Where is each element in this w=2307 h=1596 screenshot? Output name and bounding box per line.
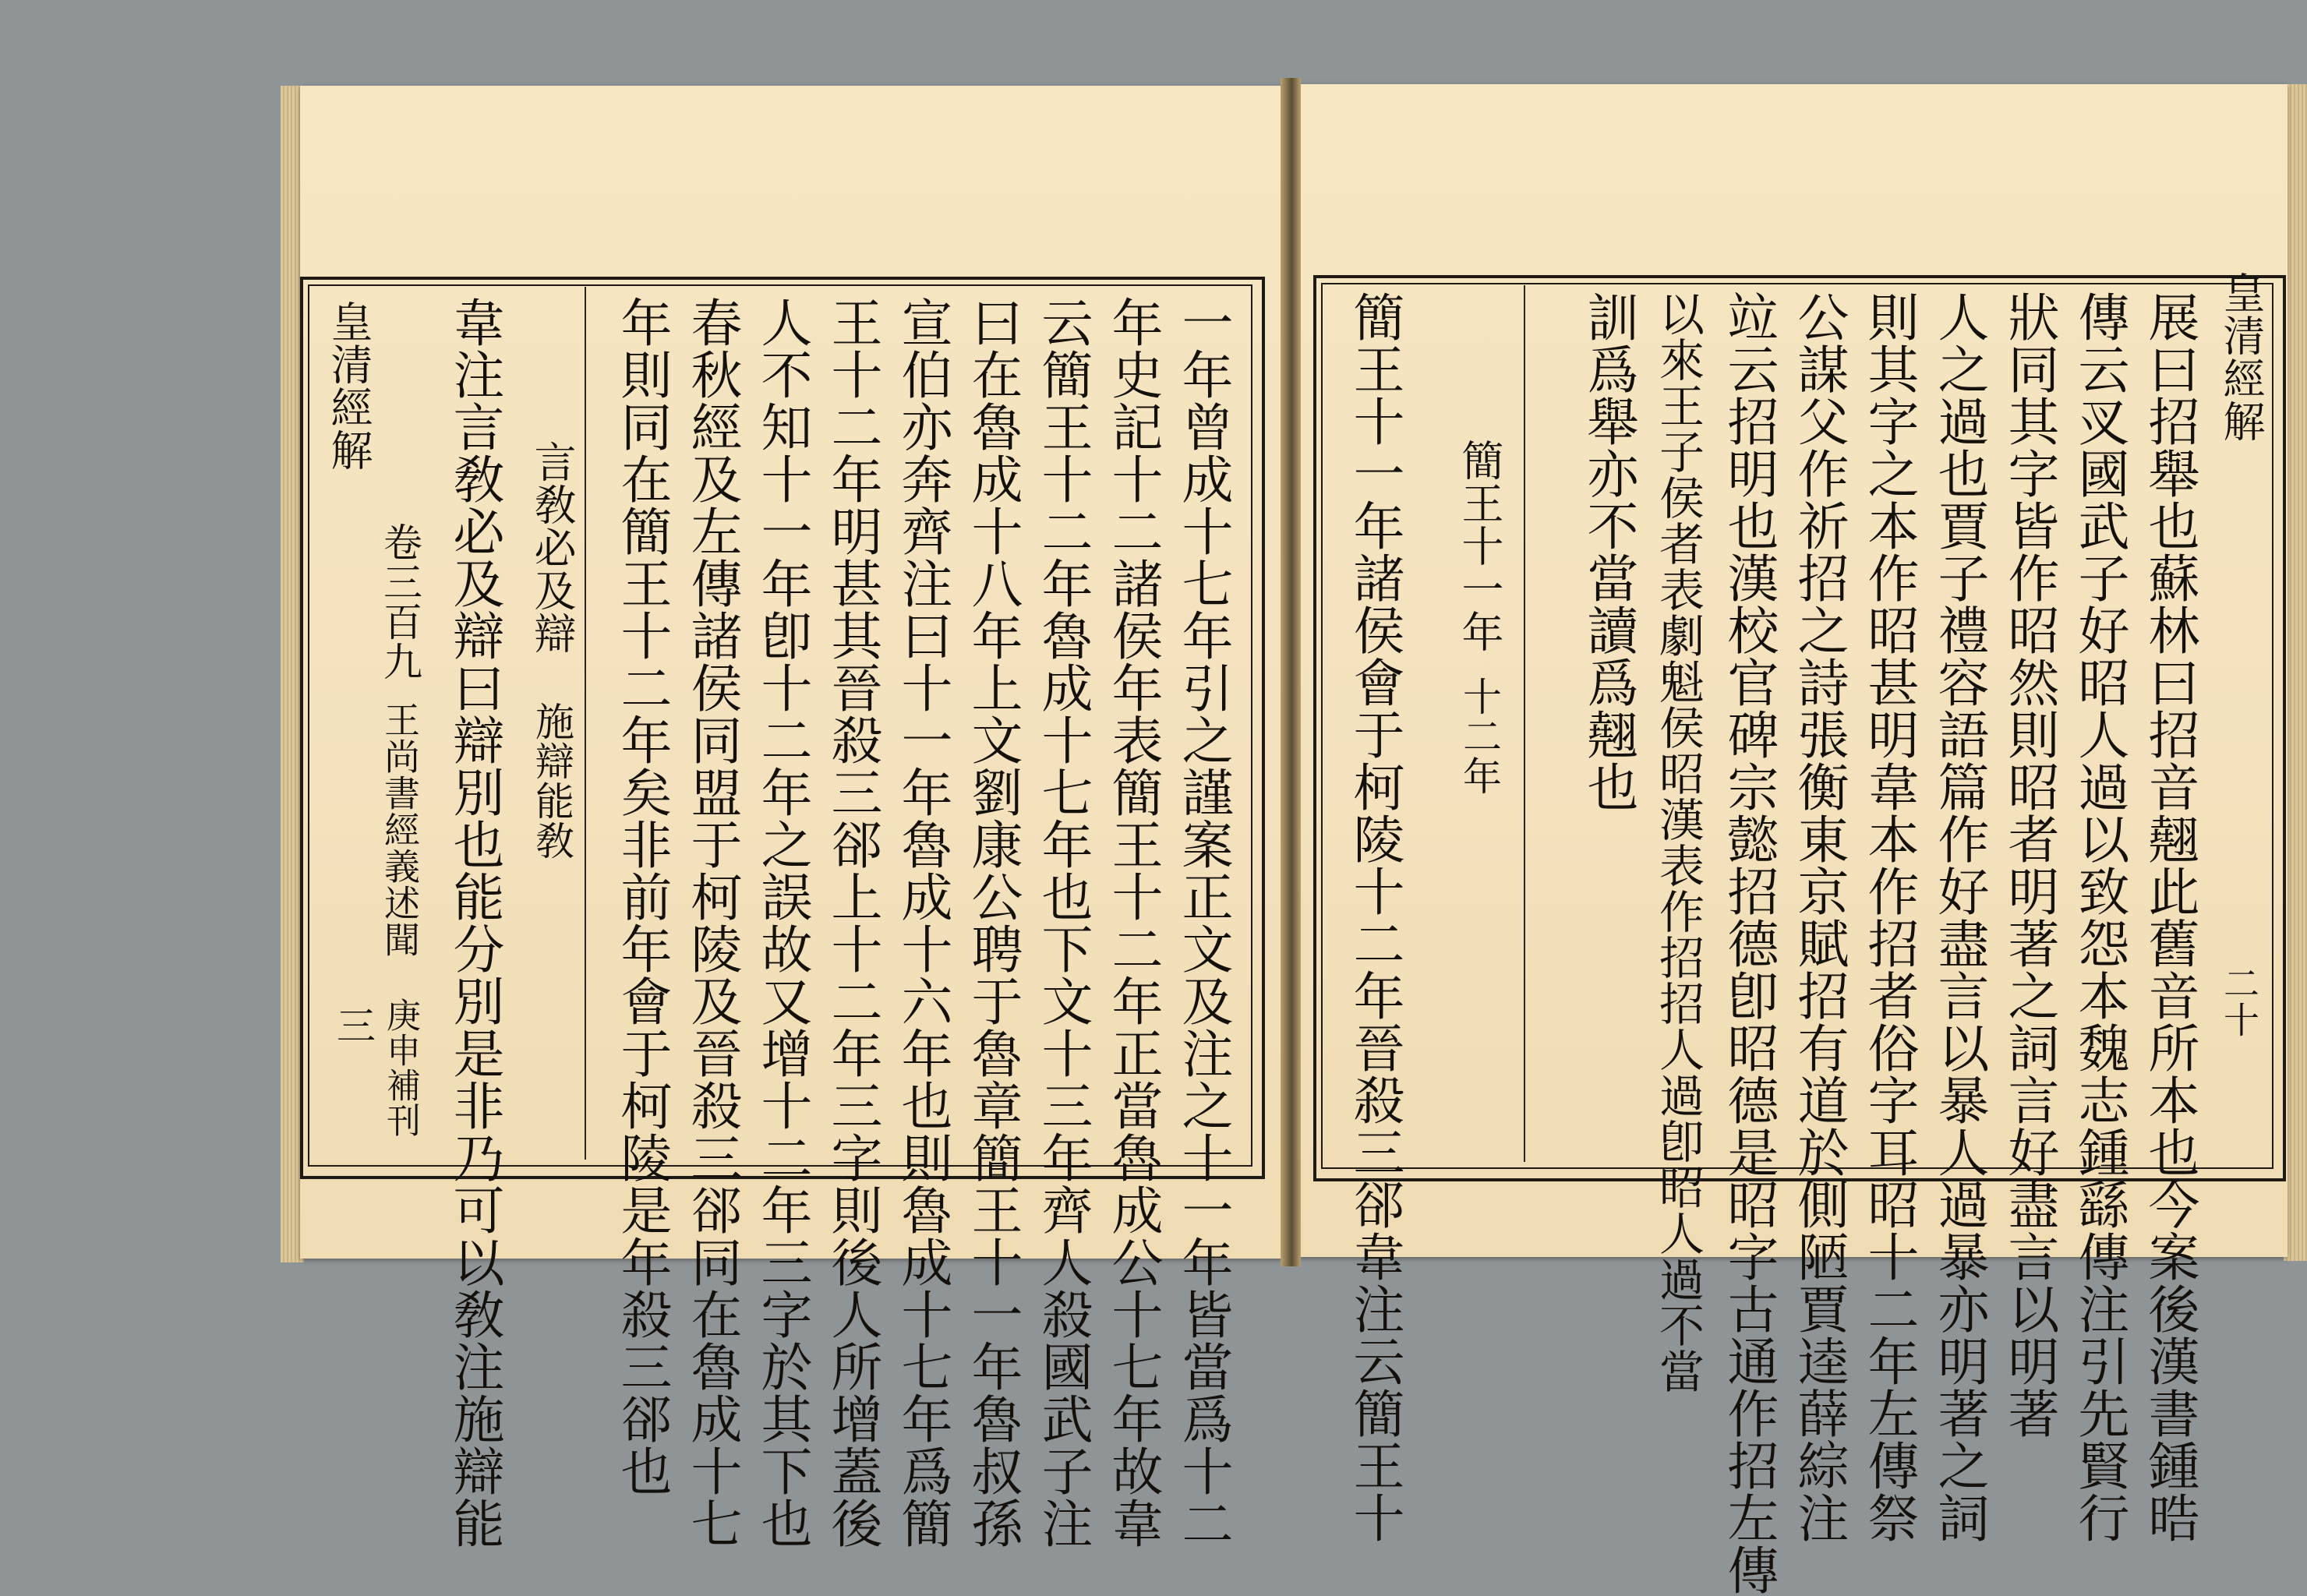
margin-volume-number: 卷三百九: [377, 522, 422, 681]
right-text-column-1: 展曰招舉也蘇林曰招音翹此舊音所本也今案後漢書鍾晧: [2139, 291, 2199, 1544]
margin-edition-note: 庚申補刊: [380, 998, 420, 1138]
right-text-column-6: 公謀父作祈招之詩張衡東京賦招有道於側陋賈逵薛綜注: [1789, 291, 1849, 1544]
column-rule: [585, 287, 586, 1160]
open-book: [281, 78, 2266, 1596]
left-text-column-10: 韋注言敎必及辯曰辯別也能分別是非乃可以敎注施辯能: [444, 296, 504, 1549]
right-text-column-7: 竝云招明也漢校官碑宗懿招德卽昭德是昭字古通作招左傳: [1719, 291, 1779, 1596]
section-heading: 言敎必及辯: [528, 440, 577, 655]
margin-collection-title: 皇清經解: [324, 300, 373, 471]
left-text-column-1: 一年曾成十七年引之謹案正文及注之十一年皆當爲十二: [1173, 296, 1233, 1549]
right-text-column-3: 狀同其字皆作昭然則昭者明著之詞言好盡言以明著: [1999, 291, 2059, 1439]
right-text-column-8: 以來王子侯者表劇魁侯昭漢表作招招人過卽昭人過不當: [1652, 291, 1705, 1394]
margin-collection-title-right: 皇清經解: [2217, 271, 2266, 443]
right-section-heading-note: 十二年: [1457, 676, 1502, 796]
right-text-column-2: 傳云㕚國武子好昭人過以致怨本魏志鍾繇傳注引先賢行: [2069, 291, 2129, 1544]
left-text-column-6: 王十二年明甚其晉殺三郤上十二年三字則後人所增蓋後: [822, 296, 882, 1549]
left-text-column-4: 曰在魯成十八年上文劉康公聘于魯章簡王十一年魯叔孫: [963, 296, 1023, 1549]
margin-leaf-number-right: 二十: [2218, 965, 2260, 1038]
section-heading-note: 施辯能敎: [529, 701, 574, 860]
left-text-column-3: 云簡王十二年魯成十七年也下文十三年齊人殺國武子注: [1033, 296, 1093, 1549]
margin-work-title: 王尚書經義述聞: [379, 701, 421, 958]
left-text-column-8: 春秋經及左傳諸侯同盟于柯陵及晉殺三郤同在魯成十七: [682, 296, 742, 1549]
right-page: [1298, 84, 2288, 1596]
left-text-column-5: 宣伯亦奔齊注曰十一年魯成十六年也則魯成十七年爲簡: [892, 296, 952, 1549]
right-text-column-4: 人之過也賈子禮容語篇作好盡言以暴人過暴亦明著之詞: [1929, 291, 1989, 1544]
right-text-column-final: 簡王十一年諸侯會于柯陵十二年晉殺三郤韋注云簡王十: [1344, 291, 1404, 1544]
left-text-column-2: 年史記十二諸侯年表簡王十二年正當魯成公十七年故韋: [1103, 296, 1163, 1549]
left-page: [300, 86, 1284, 1549]
right-text-column-5: 則其字之本作昭甚明韋本作招者俗字耳昭十二年左傳祭: [1859, 291, 1919, 1544]
right-section-heading: 簡王十一年: [1455, 439, 1504, 653]
left-text-column-9: 年則同在簡王十二年矣非前年會于柯陵是年殺三郤也: [612, 296, 672, 1497]
margin-leaf-number: 三: [330, 1005, 376, 1045]
right-text-column-9: 訓爲舉亦不當讀爲翹也: [1578, 291, 1638, 813]
left-text-column-7: 人不知十一年卽十二年之誤故又增十二年三字於其下也: [752, 296, 812, 1549]
right-column-rule: [1524, 285, 1525, 1162]
book-gutter: [1281, 78, 1301, 1266]
